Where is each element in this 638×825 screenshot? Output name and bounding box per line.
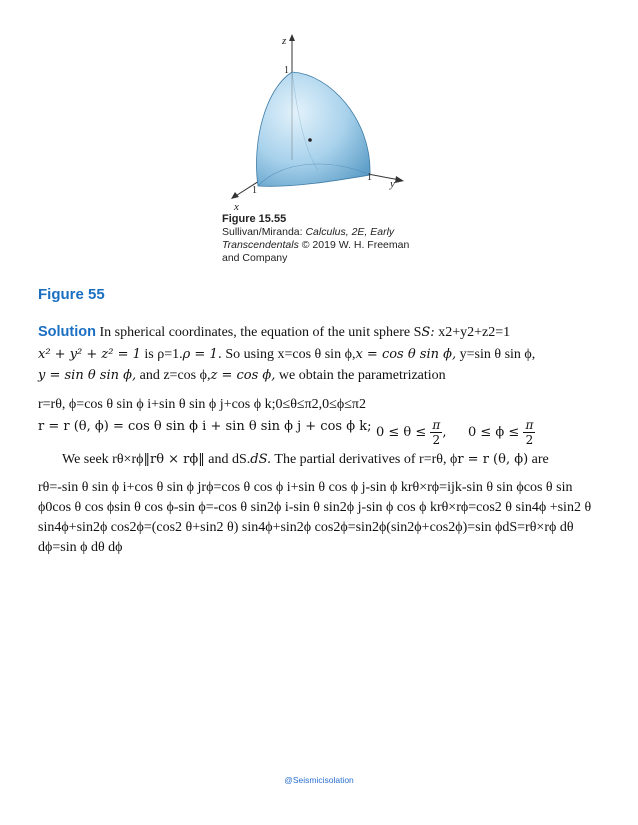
l6-text-3: The partial derivatives of r=rθ, ϕ	[271, 452, 458, 467]
l6-math-3: r = r (θ, ϕ)	[457, 452, 529, 467]
phi-bound-num: π	[525, 418, 534, 432]
phi-inequality	[468, 418, 535, 447]
phi-bound-den: 2	[525, 433, 534, 447]
l2-math-2: ρ = 1.	[182, 347, 222, 362]
caption-title: Figure 15.55	[222, 213, 287, 225]
theta-inequality: 0 ≤ θ ≤ $\frac{\pi}{2}$ ,	[376, 418, 447, 447]
l3-text-1: and z=cos ϕ,	[136, 368, 211, 383]
sphere-octant-figure	[222, 30, 432, 215]
caption-line-2	[222, 239, 437, 252]
l6-math-2: dS.	[250, 452, 272, 467]
parametrization-display	[38, 414, 608, 447]
watermark: @Seismicisolation	[284, 775, 354, 785]
l2-text-2: So using x=cos θ sin ϕ,	[221, 347, 356, 362]
solution-line-2	[38, 346, 608, 364]
phi-bound-fraction	[523, 418, 535, 447]
figure-heading: Figure 55	[38, 286, 105, 303]
y-axis-label: y	[390, 178, 395, 190]
caption-line1-italic: Calculus, 2E, Early	[305, 226, 395, 238]
z-axis-label: z	[282, 35, 287, 47]
z-axis-arrow	[289, 34, 295, 41]
derivation-paragraph: rθ=-sin θ sin ϕ i+cos θ sin ϕ jrϕ=cos θ cos ϕ i+sin θ cos ϕ j-sin ϕ krθ×rϕ=ijk-sin θ sin ϕcos θ sin ϕ0cos θ cos ϕsin θ cos ϕ-sin ϕ=-cos θ sin2ϕ i-sin θ sin2ϕ j-sin ϕ cos ϕ krθ×rϕ=cos2 θ sin4ϕ +sin2 θ sin4ϕ+sin2ϕ cos2ϕ=(cos2 θ+sin2 θ) sin4ϕ+sin2ϕ cos2ϕ=sin2ϕ(sin2ϕ+cos2ϕ)=sin ϕdS=rθ×rϕ dθ dϕ=sin ϕ dθ dϕ	[38, 480, 592, 555]
x-axis-arrow	[231, 192, 239, 199]
z-tick-label: 1	[284, 65, 289, 76]
phi-ineq-text: 0 ≤ ϕ ≤	[468, 425, 520, 440]
l2-math-3: x = cos θ sin ϕ,	[355, 347, 457, 362]
solution-l1-text2: x2+y2+z2=1	[434, 325, 511, 340]
solution-label: Solution	[38, 324, 96, 340]
l2-text-1: is ρ=1.	[140, 347, 183, 362]
l6-text-1: We seek rθ×rϕ	[62, 452, 144, 467]
l2-text-3: y=sin θ sin ϕ,	[456, 347, 536, 362]
y-axis-arrow	[395, 176, 404, 183]
parametrization-equation: r = r (θ, ϕ) = cos θ sin ϕ i + sin θ sin ϕ j + cos ϕ k;	[38, 419, 372, 434]
l6-text-2: and dS.	[204, 452, 251, 467]
surface-point	[308, 138, 312, 142]
caption-line2-italic: Transcendentals	[222, 239, 299, 251]
solution-line-4: r=rθ, ϕ=cos θ sin ϕ i+sin θ sin ϕ j+cos ϕ k;0≤θ≤π2,0≤ϕ≤π2	[38, 397, 366, 412]
theta-bound-fraction	[430, 418, 442, 447]
l6-math-1: ‖rθ × rϕ‖	[143, 452, 205, 467]
l3-text-2: we obtain the parametrization	[275, 368, 446, 383]
solution-line-3	[38, 367, 608, 385]
l6-text-4: are	[528, 452, 549, 467]
solution-line-6	[62, 451, 632, 469]
sphere-octant-surface	[256, 72, 370, 186]
solution-l1-math: S:	[421, 325, 435, 340]
l2-math-1: x² + y² + z² = 1	[38, 347, 141, 362]
caption-line1-text: Sullivan/Miranda:	[222, 226, 306, 238]
solution-l1-text: In spherical coordinates, the equation of the unit sphere S	[96, 325, 422, 340]
theta-bound-den: 2	[432, 433, 441, 447]
y-tick-label: 1	[367, 172, 372, 183]
l3-math-2: z = cos ϕ,	[210, 368, 276, 383]
caption-line2-text: © 2019 W. H. Freeman	[298, 239, 410, 251]
x-axis-label: x	[234, 201, 239, 213]
solution-line-1	[38, 323, 608, 342]
caption-line-1	[222, 226, 437, 239]
caption-line-3: and Company	[222, 252, 288, 264]
x-tick-label: 1	[252, 185, 257, 196]
theta-bound-num: π	[432, 418, 441, 432]
figure-caption	[222, 213, 437, 265]
theta-ineq-text: 0 ≤ θ ≤	[376, 425, 427, 440]
figure	[222, 30, 432, 275]
l3-math-1: y = sin θ sin ϕ,	[38, 368, 137, 383]
